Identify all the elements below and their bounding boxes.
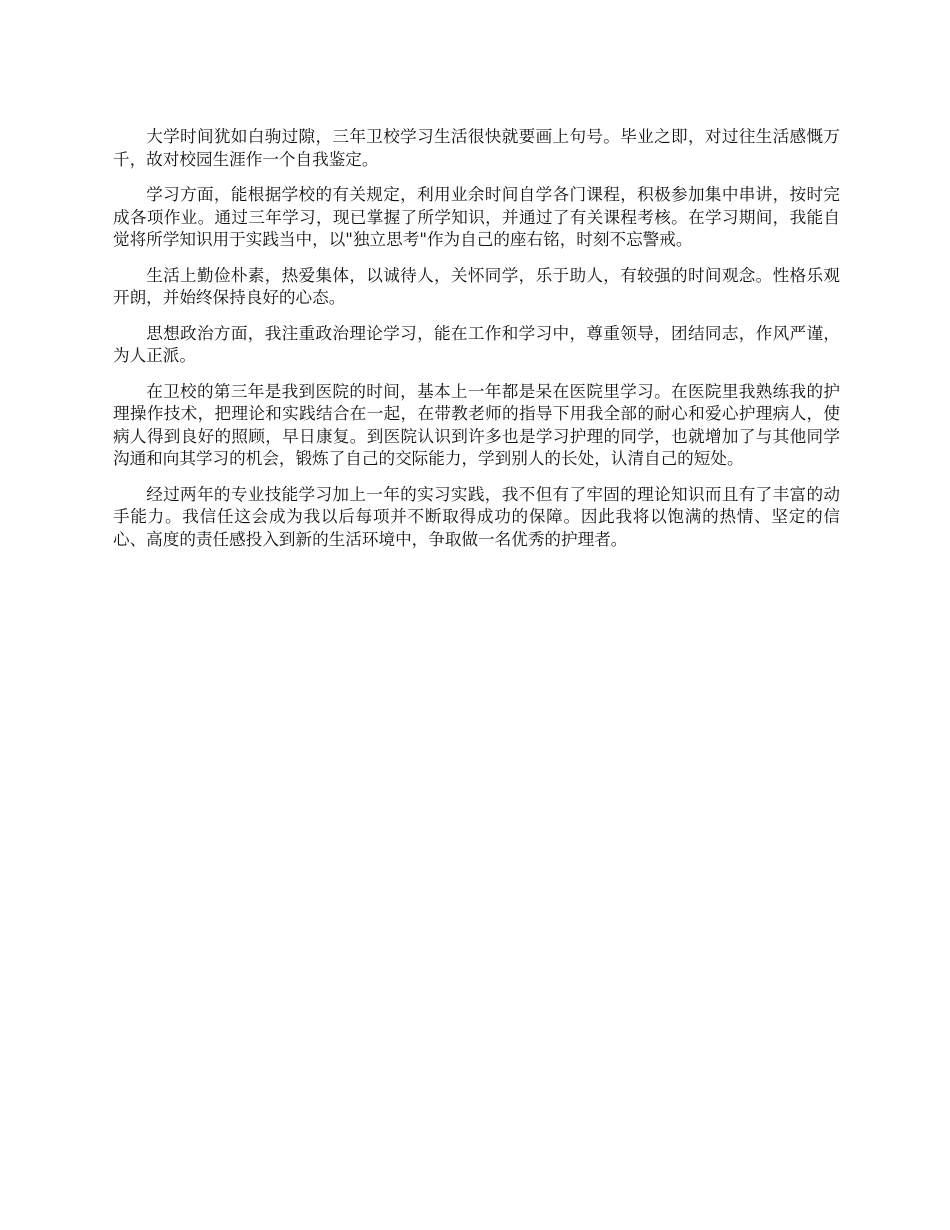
- paragraph-conclusion: 经过两年的专业技能学习加上一年的实习实践，我不但有了牢固的理论知识而且有了丰富的动手能力。我信任这会成为我以后每项并不断取得成功的保障。因此我将以饱满的热情、坚定的信心、高度的责任感投入到新的生活环境中，争取做一名优秀的护理者。: [113, 484, 840, 549]
- paragraph-hospital: 在卫校的第三年是我到医院的时间，基本上一年都是呆在医院里学习。在医院里我熟练我的护理操作技术，把理论和实践结合在一起，在带教老师的指导下用我全部的耐心和爱心护理病人，使病人得到良好的照顾，早日康复。到医院认识到许多也是学习护理的同学，也就增加了与其他同学沟通和向其学习的机会，锻炼了自己的交际能力，学到别人的长处，认清自己的短处。: [113, 381, 840, 468]
- paragraph-life: 生活上勤俭朴素，热爱集体，以诚待人，关怀同学，乐于助人，有较强的时间观念。性格乐观开朗，并始终保持良好的心态。: [113, 265, 840, 307]
- paragraph-study: 学习方面，能根据学校的有关规定，利用业余时间自学各门课程，积极参加集中串讲，按时完成各项作业。通过三年学习，现已掌握了所学知识，并通过了有关课程考核。在学习期间，我能自觉将所学知识用于实践当中，以"独立思考"作为自己的座右铭，时刻不忘警戒。: [113, 185, 840, 249]
- paragraph-intro: 大学时间犹如白驹过隙，三年卫校学习生活很快就要画上句号。毕业之即，对过往生活感慨万千，故对校园生涯作一个自我鉴定。: [113, 127, 840, 169]
- paragraph-politics: 思想政治方面，我注重政治理论学习，能在工作和学习中，尊重领导，团结同志，作风严谨，为人正派。: [113, 323, 840, 365]
- document-body: [113, 126, 840, 564]
